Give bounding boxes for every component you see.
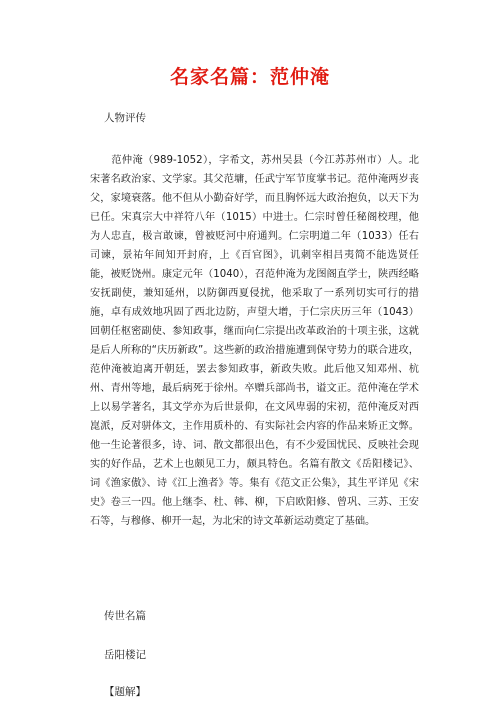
annotation-label: 【题解】 [104,686,146,698]
biography-paragraph [90,151,419,531]
biography-text: 范仲淹（989-1052），字希文，苏州吴县（今江苏苏州市）人。北宋著名政治家、文学家。其父范墉，任武宁军节度掌书记。范仲淹两岁丧父，家境衰落。他不但从小勤奋好学，而且胸怀远大政治抱负，以天下为已任。宋真宗大中祥符八年（1015）中进士。仁宗时曾任秘阁校理，他为人忠直，极言敢谏，曾被贬河中府通判。仁宗明道二年（1033）任右司谏，景祐年间知开封府，上《百官图》，讥刺宰相吕夷简不能选贤任能，被贬饶州。康定元年（1040），召范仲淹为龙图阁直学士，陕西经略安抚副使，兼知延州，以防御西夏侵扰，他采取了一系列切实可行的措施，卓有成效地巩固了西北边防，声望大增，于仁宗庆历三年（1043）回朝任枢密副使、参知政事，继而向仁宗提出改革政治的十项主张，这就是后人所称的“庆历新政”。这些新的政治措施遭到保守势力的联合进攻，范仲淹被迫离开朝廷，罢去参知政事，新政失败。此后他又知邓州、杭州、青州等地，最后病死于徐州。卒赠兵部尚书，谥文正。范仲淹在学术上以易学著名，其文学亦为后世景仰，在文风卑弱的宋初，范仲淹反对西崑派，反对骈体文，主作用质朴的、有实际社会内容的作品来矫正文弊。他一生论著很多，诗、词、散文都很出色，有不少爱国忧民、反映社会现实的好作品，艺术上也颇见工力，颇具特色。名篇有散文《岳阳楼记》、词《渔家傲》、诗《江上渔者》等。集有《范文正公集》，其生平详见《宋史》卷三一四。他上继李、杜、韩、柳，下启欧阳修、曾巩、三苏、王安石等，与穆修、柳开一起，为北宋的诗文革新运动奠定了基础。 [90,155,419,527]
section-label-biography: 人物评传 [104,112,146,124]
section-label-famous-works: 传世名篇 [104,610,146,622]
work-title: 岳阳楼记 [104,649,146,661]
document-title: 名家名篇：范仲淹 [169,66,330,88]
